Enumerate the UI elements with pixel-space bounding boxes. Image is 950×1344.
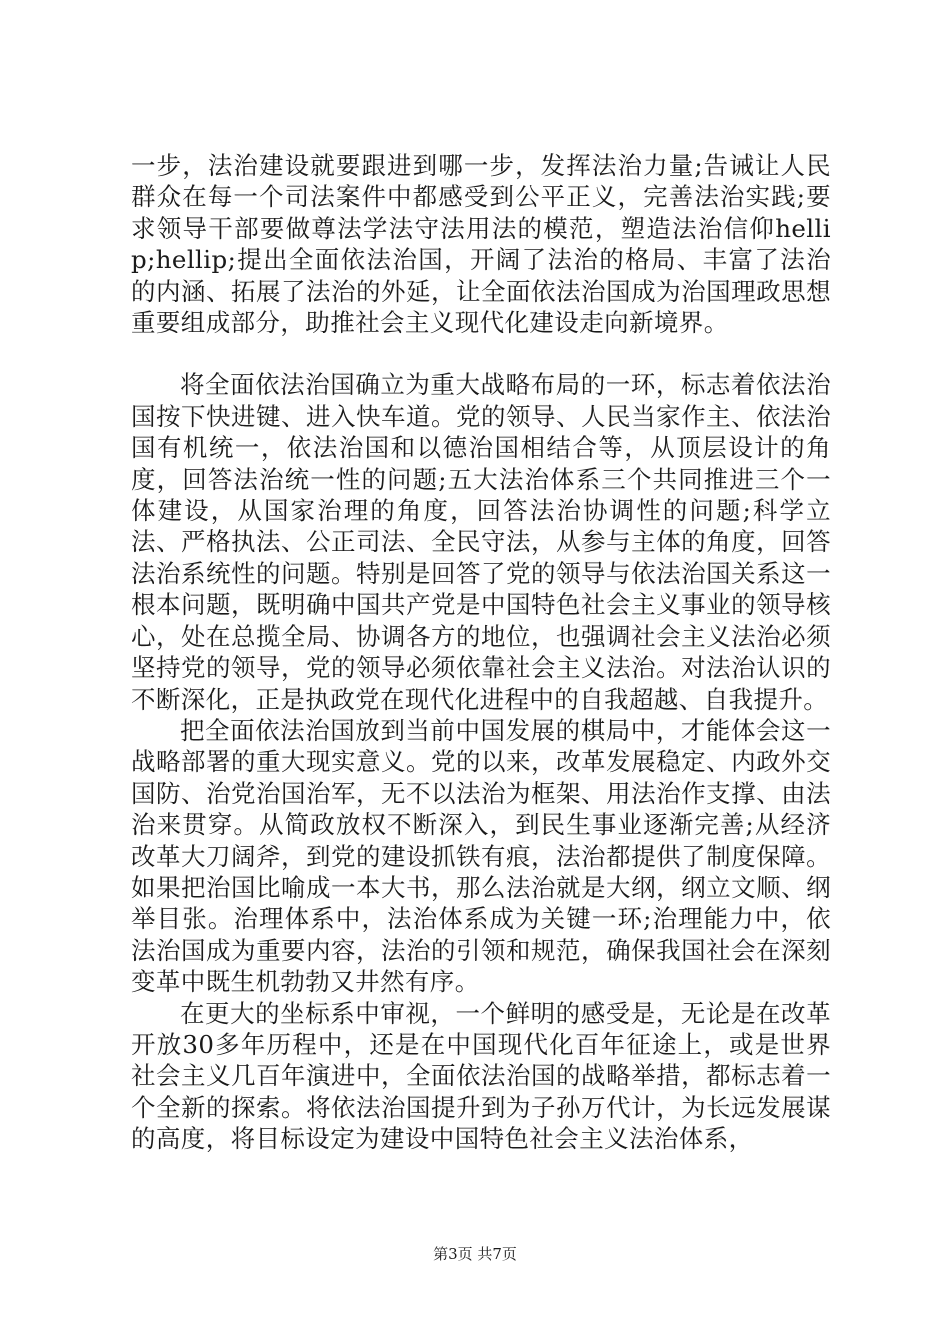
paragraph-3: 把全面依法治国放到当前中国发展的棋局中，才能体会这一战略部署的重大现实意义。党的以来，改革发展稳定、内政外交国防、治党治国治军，无不以法治为框架、用法治作支撑、由法治来贯穿。从简政放权不断深入，到民生事业逐渐完善;从经济改革大刀阔斧，到党的建设抓铁有痕，法治都提供了制度保障。如果把治国比喻成一本大书，那么法治就是大纲，纲立文顺、纲举目张。治理体系中，法治体系成为关键一环;治理能力中，依法治国成为重要内容，法治的引领和规范，确保我国社会在深刻变革中既生机勃勃又井然有序。 <box>131 715 831 997</box>
paragraph-2: 将全面依法治国确立为重大战略布局的一环，标志着依法治国按下快进键、进入快车道。党的领导、人民当家作主、依法治国有机统一，依法治国和以德治国相结合等，从顶层设计的角度，回答法治统一性的问题;五大法治体系三个共同推进三个一体建设，从国家治理的角度，回答法治协调性的问题;科学立法、严格执法、公正司法、全民守法，从参与主体的角度，回答法治系统性的问题。特别是回答了党的领导与依法治国关系这一根本问题，既明确中国共产党是中国特色社会主义事业的领导核心，处在总揽全局、协调各方的地位，也强调社会主义法治必须坚持党的领导，党的领导必须依靠社会主义法治。对法治认识的不断深化，正是执政党在现代化进程中的自我超越、自我提升。 <box>131 370 831 714</box>
document-body <box>131 150 831 1155</box>
paragraph-1: 一步，法治建设就要跟进到哪一步，发挥法治力量;告诫让人民群众在每一个司法案件中都感受到公平正义，完善法治实践;要求领导干部要做尊法学法守法用法的模范，塑造法治信仰hellip;hellip;提出全面依法治国，开阔了法治的格局、丰富了法治的内涵、拓展了法治的外延，让全面依法治国成为治国理政思想重要组成部分，助推社会主义现代化建设走向新境界。 <box>131 151 831 338</box>
page-number-footer: 第3页 共7页 <box>433 1245 517 1263</box>
paragraph-4: 在更大的坐标系中审视，一个鲜明的感受是，无论是在改革开放30多年历程中，还是在中国现代化百年征途上，或是世界社会主义几百年演进中，全面依法治国的战略举措，都标志着一个全新的探索。将依法治国提升到为子孙万代计，为长远发展谋的高度，将目标设定为建设中国特色社会主义法治体系， <box>131 998 831 1154</box>
